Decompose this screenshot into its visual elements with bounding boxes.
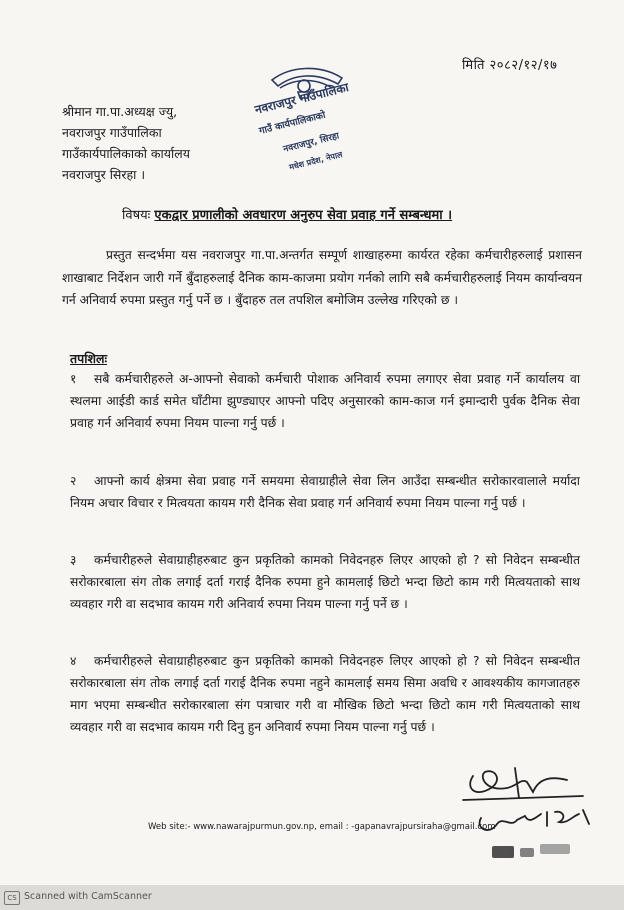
point-number: १ [70, 372, 77, 386]
point-item-1 [70, 368, 580, 434]
subject-text: एकद्वार प्रणालीको अवधारण अनुरुप सेवा प्रवाह गर्ने सम्बन्धमा । [154, 208, 453, 223]
point-text: सबै कर्मचारीहरुले अ-आफ्नो सेवाको कर्मचारी पोशाक अनिवार्य रुपमा लगाएर सेवा प्रवाह गर्ने कार्यालय वा स्थलमा आईडी कार्ड समेत घाँटीमा झुण्ड्याएर आफ्नो पदिए अनुसारको काम-काज गर्न इमान्दारी पुर्वक दैनिक सेवा प्रवाह गर्न अनिवार्य रुपमा नियम पाल्ना गर्नु पर्छ । [70, 372, 580, 430]
subject-line [122, 205, 452, 223]
intro-text: प्रस्तुत सन्दर्भमा यस नवराजपुर गा.पा.अन्तर्गत सम्पूर्ण शाखाहरुमा कार्यरत रहेका कर्मचारीहरुलाई प्रशासन शाखाबाट निर्देशन जारी गर्ने बुँदाहरुलाई दैनिक काम-काजमा प्रयोग गर्नको लागि सबै कर्मचारीहरुलाई नियम कार्यान्वयन गर्न अनिवार्य रुपमा प्रस्तुत गर्नु पर्ने छ । बुँदाहरु तल तपशिल बमोजिम उल्लेख गरिएको छ । [62, 248, 582, 307]
recipient-line: श्रीमान गा.पा.अध्यक्ष ज्यु, [62, 104, 178, 119]
point-item-4 [70, 650, 580, 738]
document-date: मिति २०८२/१२/१७ [462, 58, 558, 73]
subject-label: विषयः [122, 208, 151, 223]
recipient-line: नवराजपुर सिरहा । [62, 167, 146, 182]
scanner-footer-text: Scanned with CamScanner [24, 891, 152, 902]
seal-line-2: गाउँ कार्यपालिकाको [258, 109, 327, 137]
point-number: २ [70, 474, 77, 488]
details-heading: तपशिलः [70, 351, 107, 366]
seal-line-1: नवराजपुर गाउँपालिका [253, 80, 350, 117]
point-item-2 [70, 470, 580, 514]
point-text: आफ्नो कार्य क्षेत्रमा सेवा प्रवाह गर्ने समयमा सेवाग्राहीले सेवा लिन आउँदा सम्बन्धीत सरोकारवालाले मर्यादा नियम अचार विचार र मित्वयता कायम गरी दैनिक सेवा प्रवाह गर्न अनिवार्य रुपमा नियम पाल्ना गर्नु पर्छ । [70, 474, 580, 510]
point-number: ३ [70, 553, 77, 567]
recipient-line: नवराजपुर गाउँपालिका [62, 125, 162, 140]
municipality-seal [250, 62, 374, 182]
intro-paragraph [62, 244, 582, 312]
camscanner-icon: CS [4, 891, 20, 905]
bottom-stamp-mark [490, 838, 590, 864]
point-text: कर्मचारीहरुले सेवाग्राहीहरुबाट कुन प्रकृतिको कामको निवेदनहरु लिएर आएको हो ? सो निवेदन सम्बन्धीत सरोकारबाला संग तोक लगाई दर्ता गराई दैनिक रुपमा हुने कामलाई छिटो भन्दा छिटो काम गरी मित्वयताको साथ व्यवहार गरी वा सदभाव कायम गरी अनिवार्य रुपमा नियम पाल्ना गर्नु पर्ने छ । [70, 553, 580, 611]
recipient-address [62, 101, 190, 185]
point-item-3 [70, 549, 580, 615]
point-text: कर्मचारीहरुले सेवाग्राहीहरुबाट कुन प्रकृतिको कामको निवेदनहरु लिएर आएको हो ? सो निवेदन सम्बन्धीत सरोकारबाला संग तोक लगाई दर्ता गराई दैनिक रुपमा नहुने कामलाई समय सिमा अवधि र आवश्यकीय कागजातहरु माग भएमा सम्बन्धीत सरोकारबाला संग पत्राचार गरी वा मौखिक छिटो भन्दा छिटो काम गरी मित्वयताको साथ व्यवहार गरी वा सदभाव कायम गरी दिनु हुन अनिवार्य रुपमा नियम पाल्ना गर्नु पर्छ । [70, 654, 580, 734]
seal-line-3: नवराजपुर, सिरहा [282, 131, 341, 155]
point-number: ४ [70, 654, 77, 668]
recipient-line: गाउँकार्यपालिकाको कार्यालय [62, 146, 190, 161]
seal-line-4: मधेश प्रदेश, नेपाल [288, 150, 344, 172]
scanner-footer [0, 885, 624, 910]
website-email-line: Web site:- www.nawarajpurmun.gov.np, email : -gapanavrajpursiraha@gmail.com [148, 822, 496, 832]
